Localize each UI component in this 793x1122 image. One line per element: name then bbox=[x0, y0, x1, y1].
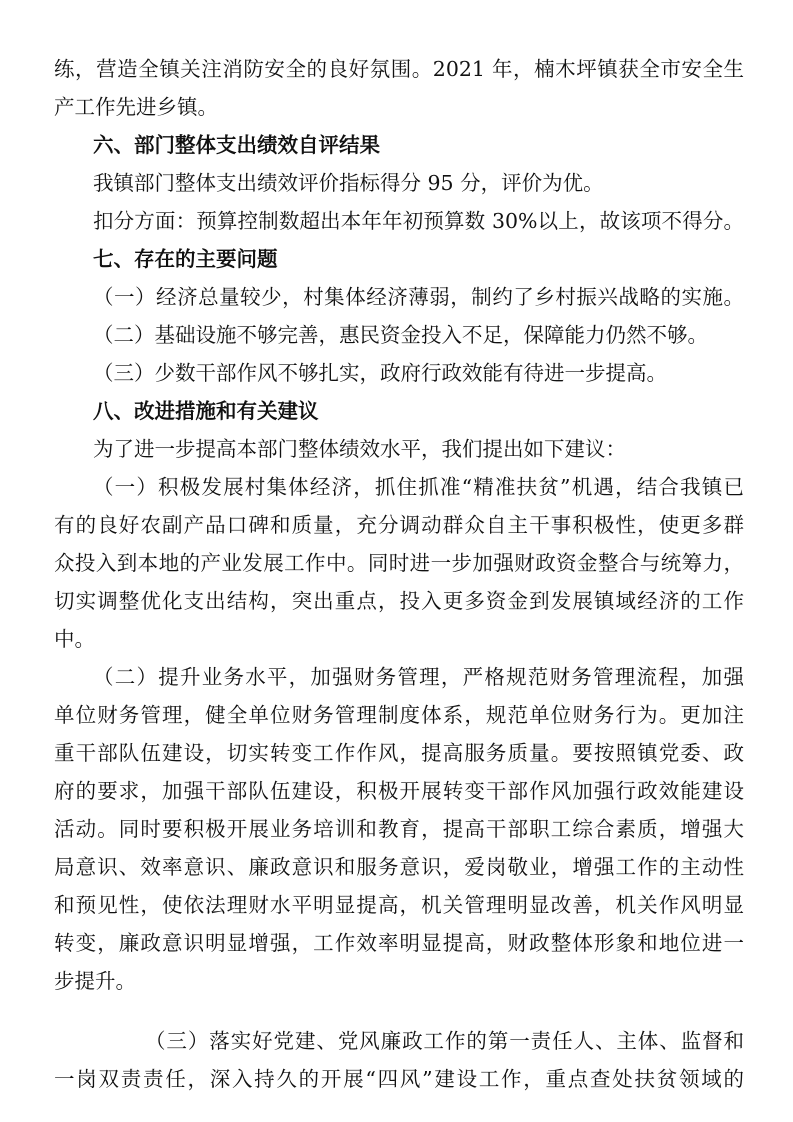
text-line: 转变，廉政意识明显增强，工作效率明显提高，财政整体形象和地位进一 bbox=[54, 931, 744, 955]
text-line: 府的要求，加强干部队伍建设，积极开展转变干部作风加强行政效能建设 bbox=[54, 779, 744, 803]
text-line: 步提升。 bbox=[54, 969, 136, 993]
text-line: 局意识、效率意识、廉政意识和服务意识，爱岗敬业，增强工作的主动性 bbox=[54, 855, 744, 879]
section-heading: 八、改进措施和有关建议 bbox=[93, 399, 319, 423]
text-line: （三）落实好党建、党风廉政工作的第一责任人、主体、监督和 bbox=[145, 1029, 744, 1053]
text-line: 单位财务管理，健全单位财务管理制度体系，规范单位财务行为。更加注 bbox=[54, 703, 744, 727]
text-line: 练，营造全镇关注消防安全的良好氛围。2021 年，楠木坪镇获全市安全生 bbox=[54, 57, 744, 81]
text-line: 和预见性，使依法理财水平明显提高，机关管理明显改善，机关作风明显 bbox=[54, 893, 744, 917]
text-line: 中。 bbox=[54, 627, 95, 651]
text-line: （一）经济总量较少，村集体经济薄弱，制约了乡村振兴战略的实施。 bbox=[93, 285, 744, 309]
text-line: （二）提升业务水平，加强财务管理，严格规范财务管理流程，加强 bbox=[93, 665, 744, 689]
text-line: 我镇部门整体支出绩效评价指标得分 95 分，评价为优。 bbox=[93, 171, 604, 195]
section-heading: 七、存在的主要问题 bbox=[93, 247, 278, 271]
text-line: 切实调整优化支出结构，突出重点，投入更多资金到发展镇域经济的工作 bbox=[54, 589, 744, 613]
text-line: 有的良好农副产品口碑和质量，充分调动群众自主干事积极性，使更多群 bbox=[54, 513, 744, 537]
text-line: （一）积极发展村集体经济，抓住抓准“精准扶贫”机遇，结合我镇已 bbox=[93, 475, 744, 499]
text-line: 扣分方面：预算控制数超出本年年初预算数 30%以上，故该项不得分。 bbox=[93, 209, 744, 233]
text-line: 一岗双责责任，深入持久的开展“四风”建设工作，重点查处扶贫领域的 bbox=[54, 1067, 744, 1091]
text-line: 活动。同时要积极开展业务培训和教育，提高干部职工综合素质，增强大 bbox=[54, 817, 744, 841]
text-line: （二）基础设施不够完善，惠民资金投入不足，保障能力仍然不够。 bbox=[93, 323, 708, 347]
text-line: 产工作先进乡镇。 bbox=[54, 95, 218, 119]
text-line: 为了进一步提高本部门整体绩效水平，我们提出如下建议： bbox=[93, 437, 626, 461]
text-line: （三）少数干部作风不够扎实，政府行政效能有待进一步提高。 bbox=[93, 361, 667, 385]
text-line: 众投入到本地的产业发展工作中。同时进一步加强财政资金整合与统筹力， bbox=[54, 551, 744, 575]
text-line: 重干部队伍建设，切实转变工作作风，提高服务质量。要按照镇党委、政 bbox=[54, 741, 744, 765]
section-heading: 六、部门整体支出绩效自评结果 bbox=[93, 133, 380, 157]
